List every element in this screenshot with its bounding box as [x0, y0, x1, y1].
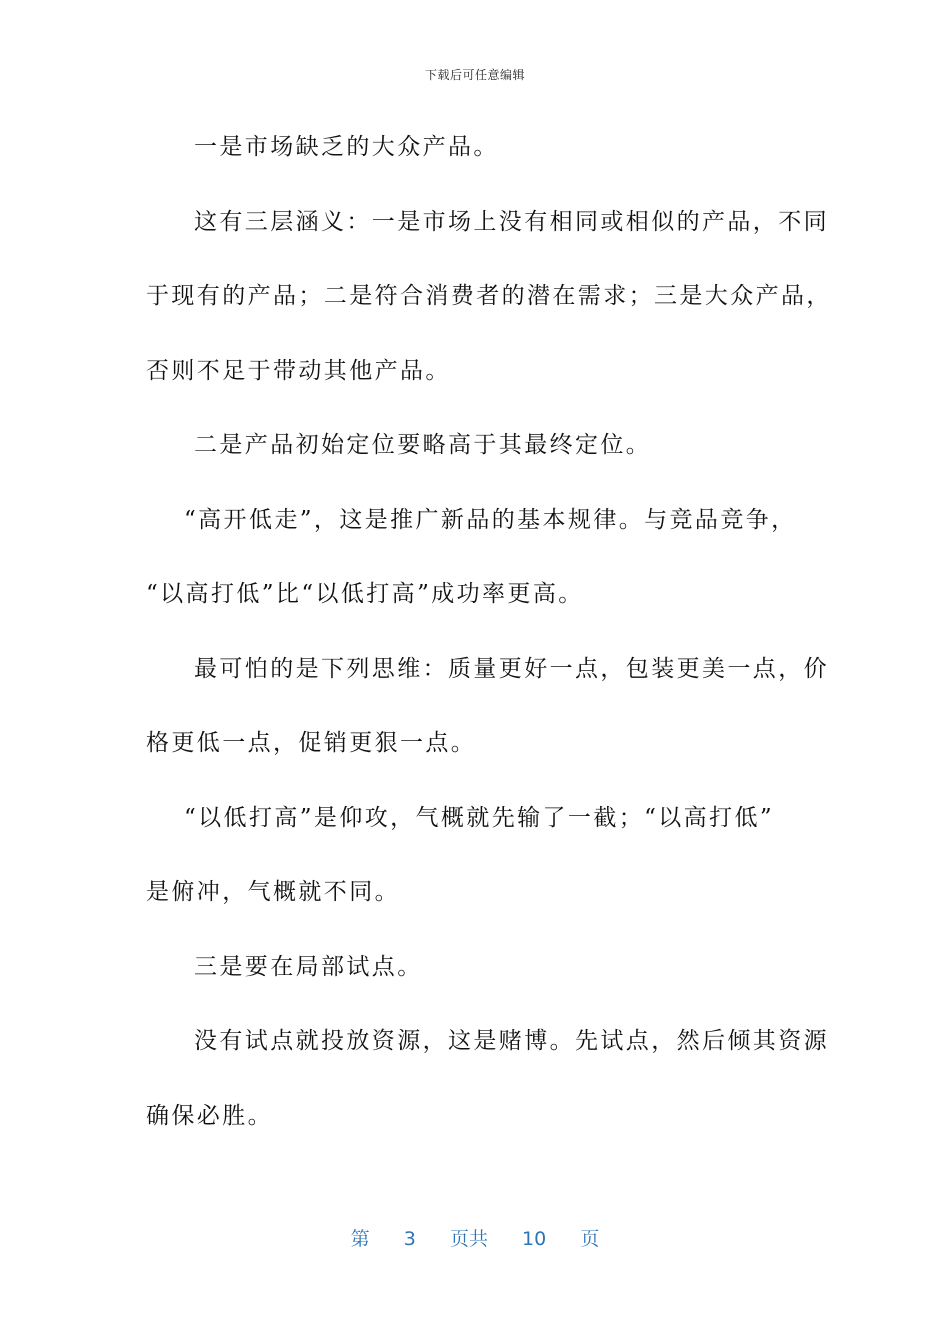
footer-total-pages: 10: [522, 1228, 547, 1250]
paragraph-line: 这有三层涵义：一是市场上没有相同或相似的产品，不同: [194, 208, 829, 235]
paragraph-line: “高开低走”，这是推广新品的基本规律。与竞品竞争，: [184, 506, 797, 533]
paragraph-line: 最可怕的是下列思维：质量更好一点，包装更美一点，价: [194, 655, 829, 682]
footer-prefix: 第: [350, 1228, 370, 1250]
paragraph-line: “以低打高”是仰攻，气概就先输了一截；“以高打低”: [184, 804, 775, 831]
paragraph-line: 没有试点就投放资源，这是赌博。先试点，然后倾其资源: [194, 1028, 829, 1054]
paragraph-line: 一是市场缺乏的大众产品。: [194, 134, 499, 160]
paragraph-line: “以高打低”比“以低打高”成功率更高。: [146, 581, 584, 607]
paragraph-line: 二是产品初始定位要略高于其最终定位。: [194, 432, 652, 458]
paragraph-line: 确保必胜。: [146, 1102, 273, 1129]
paragraph-line: 否则不足于带动其他产品。: [146, 357, 451, 384]
footer-middle: 页共: [449, 1228, 488, 1250]
paragraph-line: 三是要在局部试点。: [194, 953, 423, 980]
paragraph-line: 是俯冲，气概就不同。: [146, 879, 400, 905]
paragraph-line: 格更低一点，促销更狠一点。: [146, 730, 477, 756]
document-body: [146, 110, 832, 1153]
footer-current-page: 3: [403, 1228, 416, 1250]
footer-suffix: 页: [580, 1228, 600, 1250]
paragraph-line: 于现有的产品；二是符合消费者的潜在需求；三是大众产品，: [146, 283, 832, 309]
header-note: 下载后可任意编辑: [424, 68, 525, 82]
page-footer: [0, 1224, 950, 1251]
